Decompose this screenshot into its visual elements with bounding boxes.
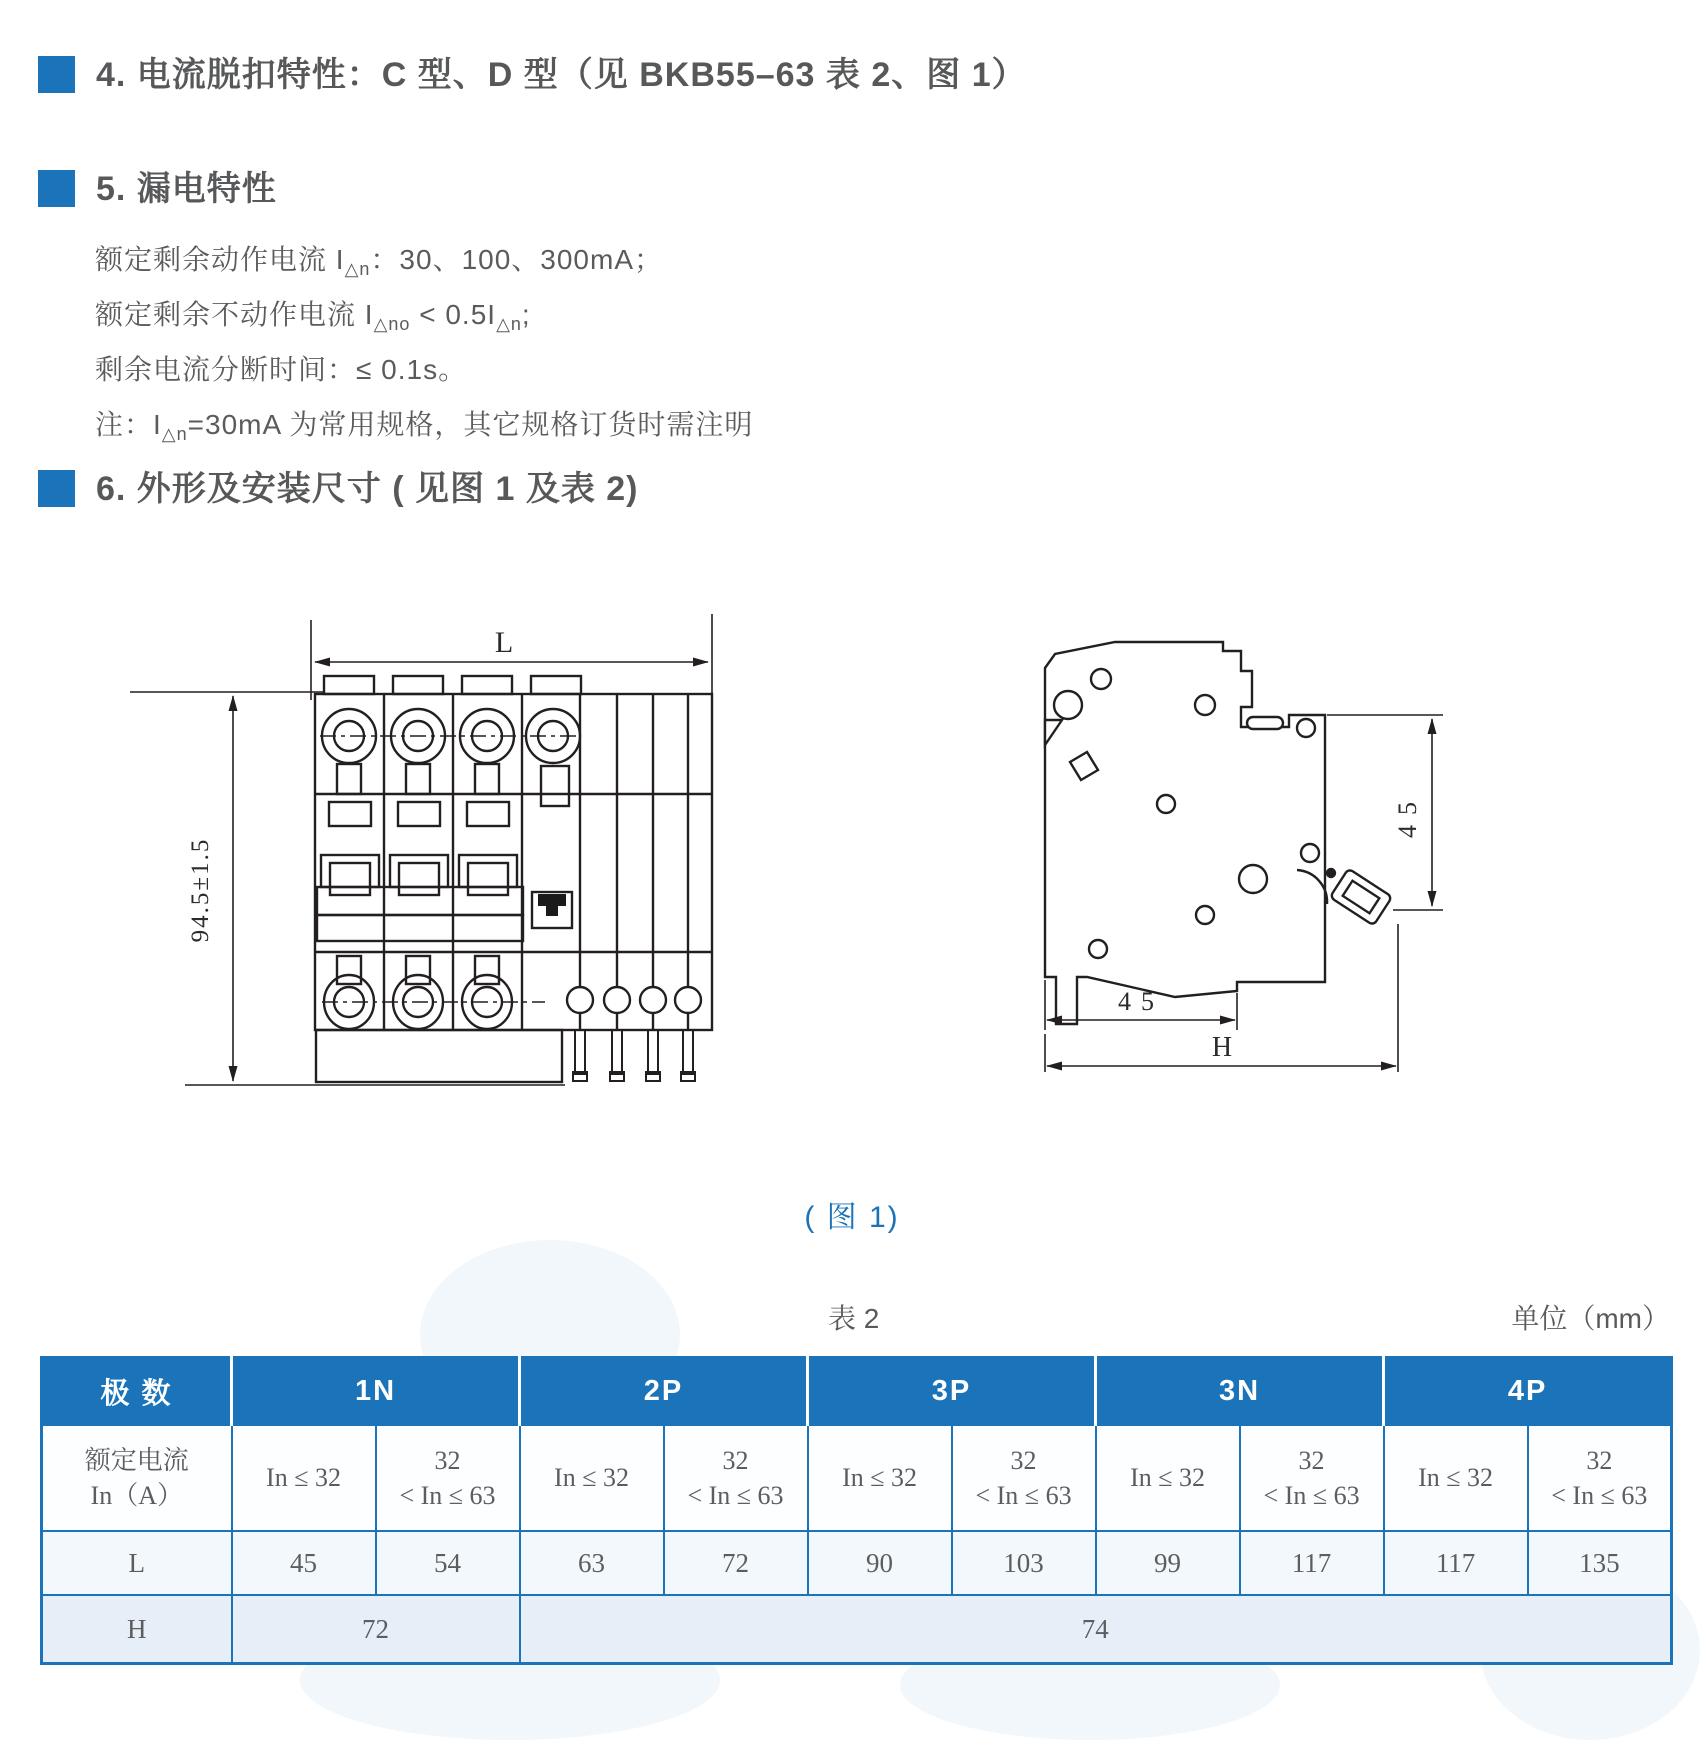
range-cell: In ≤ 32 <box>1384 1425 1528 1531</box>
label-line: In（A） <box>90 1481 183 1510</box>
header-3N: 3N <box>1096 1358 1384 1426</box>
text-segment: 额定剩余动作电流 I <box>95 244 345 275</box>
header-poles: 极 数 <box>42 1358 232 1426</box>
range-cell: In ≤ 32 <box>1096 1425 1240 1531</box>
range-cell <box>376 1425 520 1531</box>
breaker-front-body <box>315 676 712 1082</box>
height-row <box>42 1595 1672 1664</box>
dimensions-table <box>40 1356 1673 1665</box>
range-line: 32 <box>1010 1445 1037 1475</box>
range-cell <box>664 1425 808 1531</box>
range-cell <box>1240 1425 1384 1531</box>
side-depth-dim-label: 45 <box>1393 792 1422 838</box>
table-unit-label: 单位（mm） <box>1511 1303 1670 1334</box>
range-line: < In ≤ 63 <box>687 1481 784 1510</box>
table-header-row <box>42 1358 1672 1426</box>
text-segment: < 0.5I <box>410 299 497 330</box>
section-5-heading <box>38 170 277 208</box>
subscript: △n <box>496 314 522 334</box>
row-label-H: H <box>42 1595 232 1664</box>
breaker-side-profile <box>1045 642 1392 1024</box>
dimension-lines <box>130 614 712 1085</box>
subscript: △n <box>161 424 188 444</box>
blue-square-bullet <box>38 470 75 507</box>
range-line: < In ≤ 63 <box>1263 1481 1360 1510</box>
value-cell: 135 <box>1528 1531 1672 1595</box>
value-cell: 54 <box>376 1531 520 1595</box>
value-cell: 103 <box>952 1531 1096 1595</box>
range-line: < In ≤ 63 <box>1551 1481 1648 1510</box>
range-line: 32 <box>722 1445 749 1475</box>
section-6-title: 6. 外形及安装尺寸 ( 见图 1 及表 2) <box>96 470 639 508</box>
blue-square-bullet <box>38 56 75 93</box>
blue-square-bullet <box>38 170 75 207</box>
rated-current-label <box>42 1425 232 1531</box>
range-cell: In ≤ 32 <box>520 1425 664 1531</box>
leakage-line-2 <box>95 293 531 335</box>
front-view-drawing <box>100 572 720 1102</box>
value-cell: 117 <box>1384 1531 1528 1595</box>
text-segment: 注：I <box>95 409 162 440</box>
value-cell-h-1n: 72 <box>232 1595 520 1664</box>
value-cell-h-rest: 74 <box>520 1595 1672 1664</box>
range-line: 32 <box>1586 1445 1613 1475</box>
row-label-L: L <box>42 1531 232 1595</box>
figure-1-caption: ( 图 1) <box>804 1201 900 1234</box>
section-6-heading <box>38 470 639 508</box>
value-cell: 72 <box>664 1531 808 1595</box>
side-height-dim-label: H <box>1211 1032 1233 1063</box>
leakage-line-3 <box>95 348 467 388</box>
text-segment: 额定剩余不动作电流 I <box>95 299 374 330</box>
range-line: 32 <box>1298 1445 1325 1475</box>
range-cell <box>1528 1425 1672 1531</box>
range-cell <box>952 1425 1096 1531</box>
value-cell: 99 <box>1096 1531 1240 1595</box>
value-cell: 90 <box>808 1531 952 1595</box>
leakage-line-4 <box>95 403 753 445</box>
side-view-drawing <box>935 572 1495 1102</box>
range-line: < In ≤ 63 <box>399 1481 496 1510</box>
header-1N: 1N <box>232 1358 520 1426</box>
value-cell: 63 <box>520 1531 664 1595</box>
section-4-title: 4. 电流脱扣特性：C 型、D 型（见 BKB55–63 表 2、图 1） <box>96 56 1027 94</box>
range-cell: In ≤ 32 <box>232 1425 376 1531</box>
section-5-title: 5. 漏电特性 <box>96 170 277 208</box>
text-segment: ; <box>521 299 531 330</box>
subscript: △n <box>344 259 371 279</box>
leakage-line-1 <box>95 238 663 280</box>
table-2-label: 表 2 <box>828 1303 880 1334</box>
subscript: △no <box>373 314 411 334</box>
header-2P: 2P <box>520 1358 808 1426</box>
rated-current-row <box>42 1425 1672 1531</box>
range-cell: In ≤ 32 <box>808 1425 952 1531</box>
text-segment: ：30、100、300mA； <box>370 244 664 275</box>
value-cell: 45 <box>232 1531 376 1595</box>
value-cell: 117 <box>1240 1531 1384 1595</box>
text-segment: 剩余电流分断时间：≤ 0.1s。 <box>95 354 468 385</box>
header-3P: 3P <box>808 1358 1096 1426</box>
range-line: 32 <box>434 1445 461 1475</box>
label-line: 额定电流 <box>84 1445 189 1475</box>
side-bottom-dim-label: 45 <box>1118 987 1164 1016</box>
front-height-dim-label: 94.5±1.5 <box>187 837 214 943</box>
text-segment: =30mA 为常用规格，其它规格订货时需注明 <box>187 409 754 440</box>
front-width-dim-label: L <box>494 626 514 659</box>
range-line: < In ≤ 63 <box>975 1481 1072 1510</box>
section-4-heading <box>38 56 1027 94</box>
header-4P: 4P <box>1384 1358 1672 1426</box>
length-row <box>42 1531 1672 1595</box>
